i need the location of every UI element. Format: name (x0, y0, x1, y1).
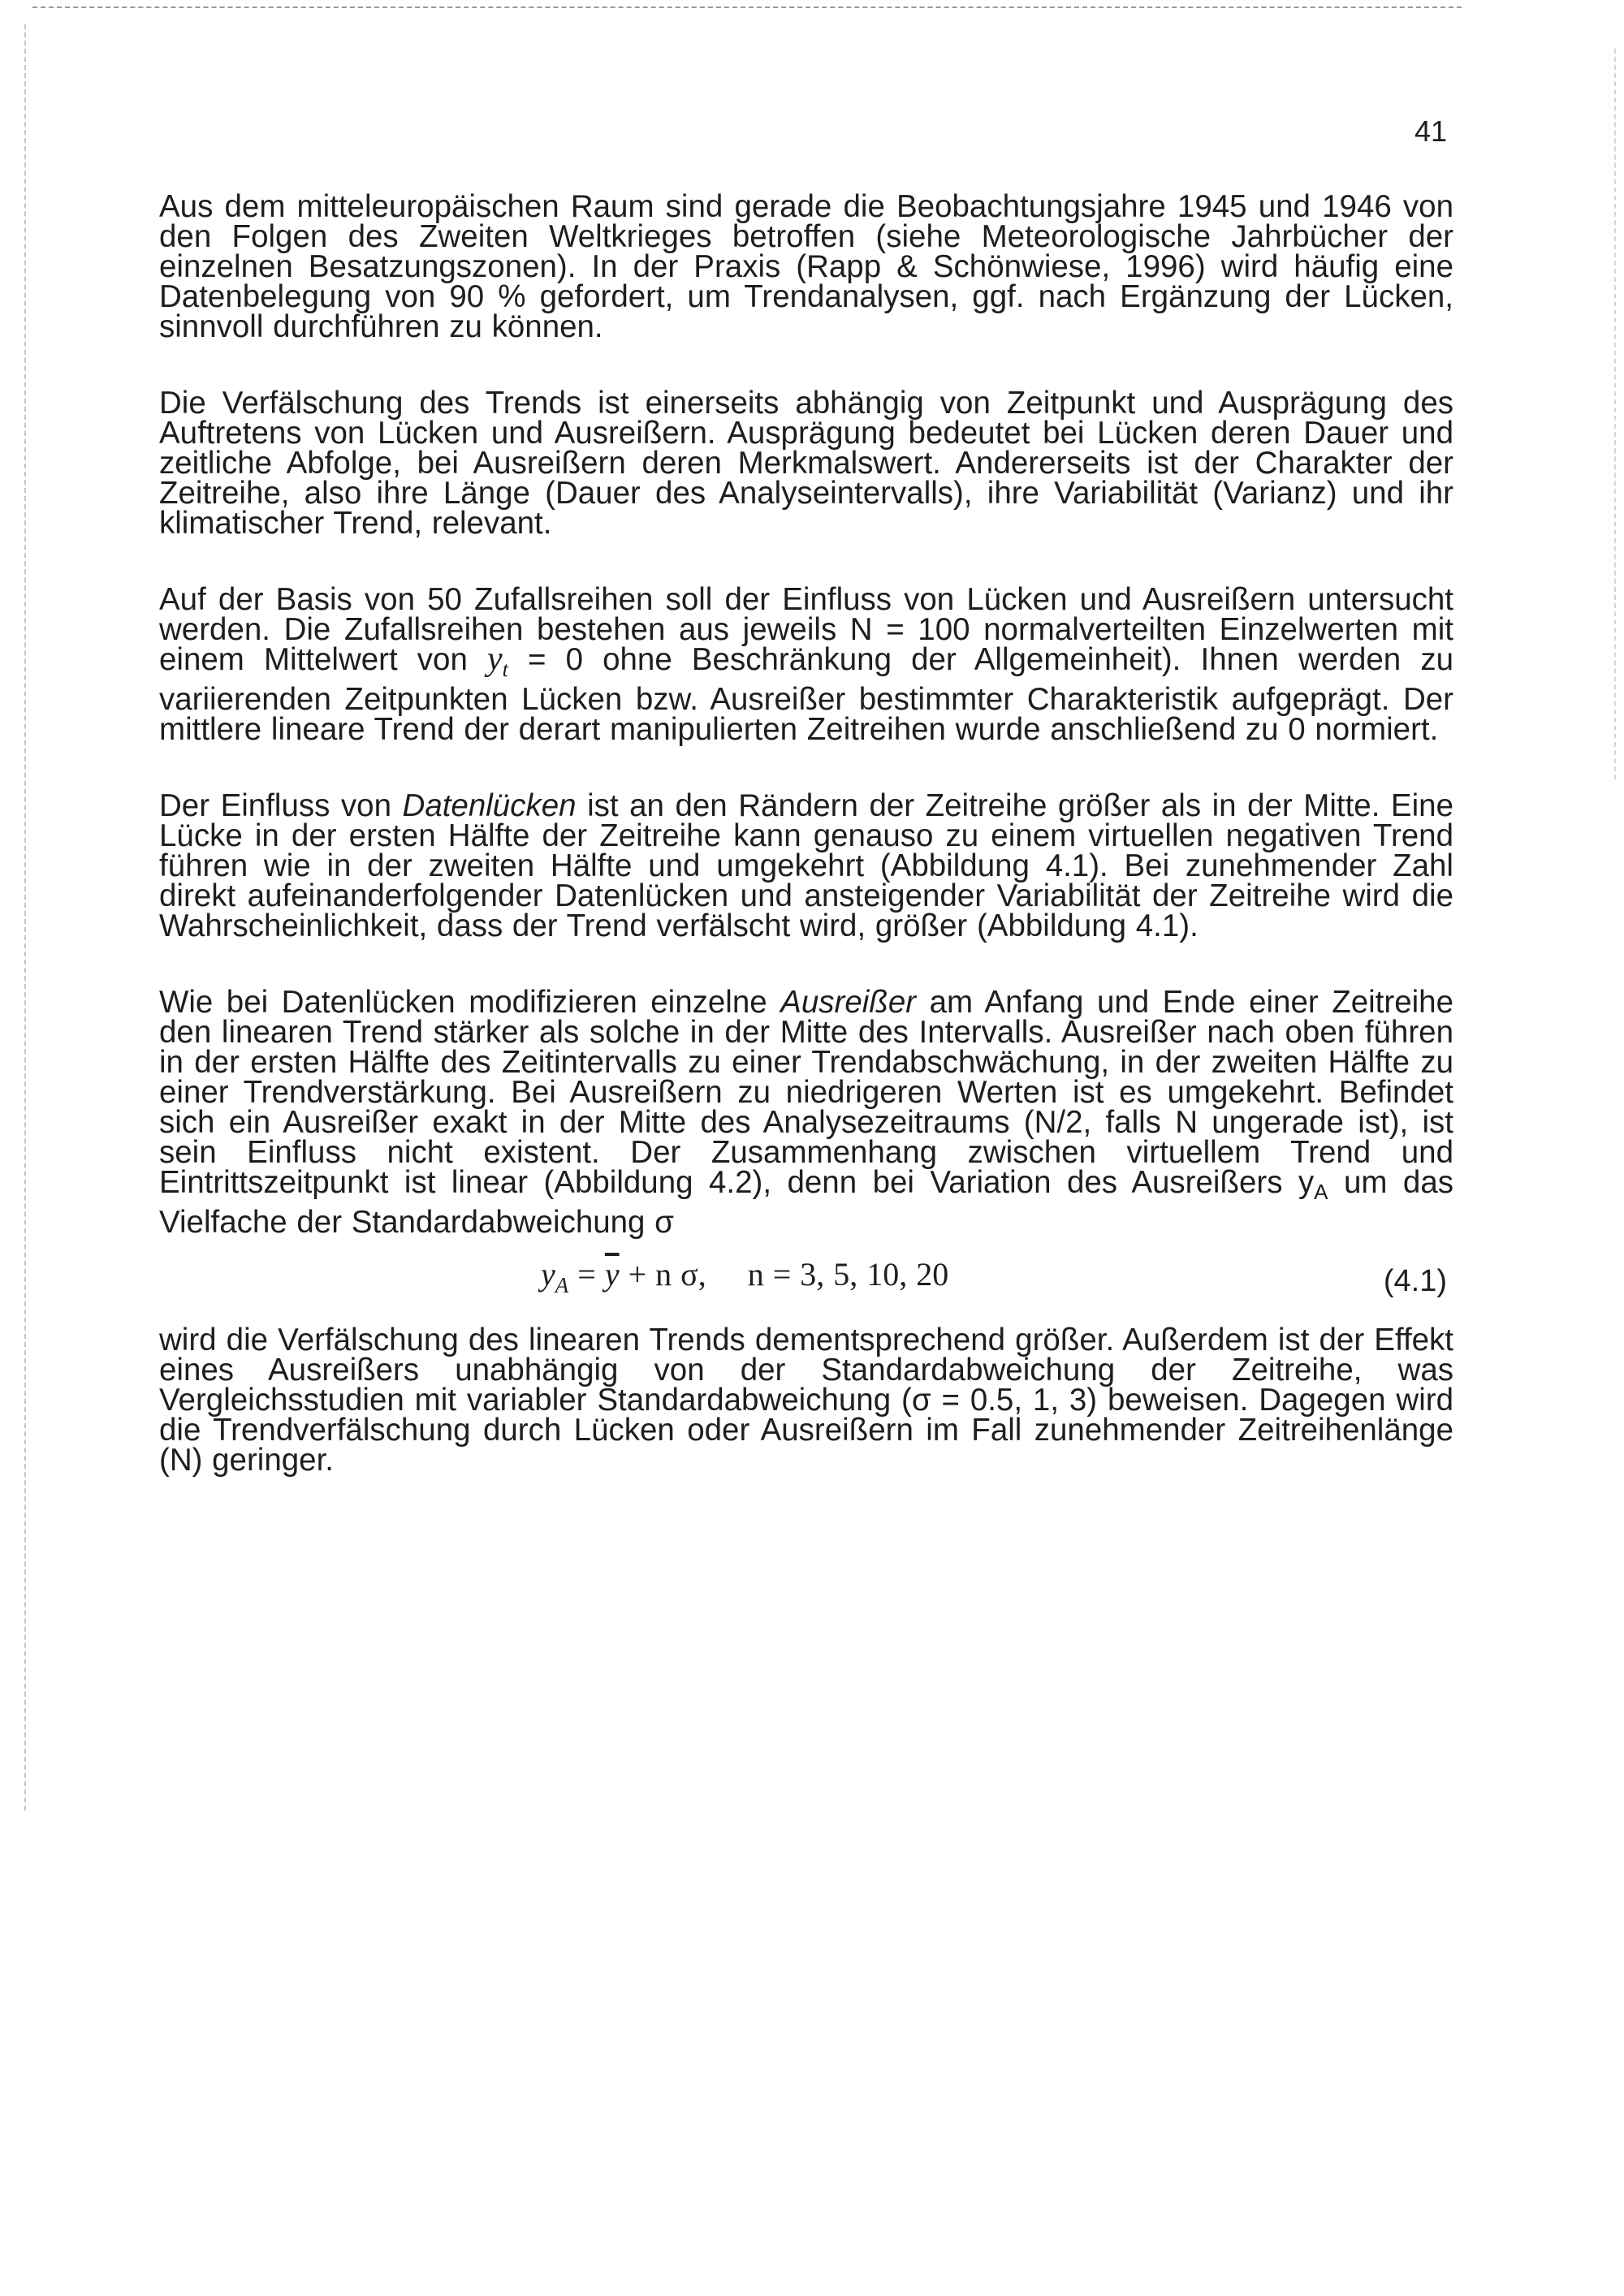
paragraph-2: Die Verfälschung des Trends ist einerseits abhängig von Zeitpunkt und Ausprägung des Auftretens von Lücken und Ausreißern. Ausprägung bedeutet bei Lücken deren Dauer und zeitliche Abfolge, bei Ausreißern deren Merkmalswert. Andererseits ist der Charakter der Zeitreihe, also ihre Länge (Dauer des Analyseintervalls), ihre Variabilität (Varianz) und ihr klimatischer Trend, relevant. (159, 386, 1453, 541)
mean-symbol (486, 641, 508, 681)
eq-equals: = (568, 1256, 605, 1293)
paragraph-6: wird die Verfälschung des linearen Trends dementsprechend größer. Außerdem ist der Effekt eines Ausreißers unabhängig von der Standardabweichung der Zeitreihe, was Vergleichsstudien mit variabler Standardabweichung (σ = 0.5, 1, 3) beweisen. Dagegen wird die Trendverfälschung durch Lücken oder Ausreißern im Fall zunehmender Zeitreihenlänge (N) geringer. (159, 1323, 1453, 1478)
equation-4-1 (159, 1245, 1453, 1310)
scan-edge-left (24, 24, 26, 1810)
eq-n-def: n = 3, 5, 10, 20 (747, 1256, 949, 1293)
eq-ybar: $\overline{y}$ (604, 1256, 620, 1293)
paragraph-4-emphasis: Datenlücken (402, 788, 577, 823)
scan-edge-top (32, 6, 1462, 8)
equation-body (541, 1257, 948, 1303)
eq-lhs-var: y (541, 1256, 555, 1293)
paragraph-4 (159, 788, 1453, 943)
paragraph-3 (159, 582, 1453, 747)
paragraph-1: Aus dem mitteleuropäischen Raum sind gerade die Beobachtungsjahre 1945 und 1946 von den Folgen des Zweiten Weltkrieges betroffen (siehe Meteorologische Jahrbücher der einzelnen Besatzungszonen). In der Praxis (Rapp & Schönwiese, 1996) wird häufig eine Datenbelegung von 90 % gefordert, um Trendanalysen, ggf. nach Ergänzung der Lücken, sinnvoll durchführen zu können. (159, 189, 1453, 344)
paragraph-5-emphasis: Ausreißer (780, 985, 917, 1020)
paragraph-4-after: ist an den Rändern der Zeitreihe größer als in der Mitte. Eine Lücke in der ersten Hälfte der Zeitreihe kann genauso zu einem virtuellen negativen Trend führen wie in der zweiten Hälfte und umgekehrt (Abbildung 4.1). Bei zunehmender Zahl direkt aufeinanderfolgender Datenlücken und ansteigender Variabilität der Zeitreihe wird die Wahrscheinlichkeit, dass der Trend verfälscht wird, größer (Abbildung 4.1). (159, 788, 1453, 943)
paragraph-4-before: Der Einfluss von (159, 788, 391, 823)
paragraph-3-before: Auf der Basis von 50 Zufallsreihen soll der Einfluss von Lücken und Ausreißern untersucht werden. Die Zufallsreihen bestehen aus jeweils N = 100 normalverteilten Einzelwerten mit einem Mittelwert von (159, 582, 1453, 677)
eq-lhs-sub: A (555, 1273, 569, 1297)
scan-edge-right (1614, 49, 1616, 779)
equation-number: (4.1) (1383, 1264, 1447, 1298)
body-text (159, 189, 1453, 1478)
mean-symbol-sub: t (502, 658, 508, 681)
paragraph-5-after: am Anfang und Ende einer Zeitreihe den linearen Trend stärker als solche in der Mitte des Intervalls. Ausreißer nach oben führen in der ersten Hälfte des Zeitintervalls zu einer Trendabschwächung, in der zweiten Hälfte zu einer Trendverstärkung. Bei Ausreißern zu niedrigeren Werten ist es umgekehrt. Befindet sich ein Ausreißer exakt in der Mitte des Analysezeitraums (N/2, falls N ungerade ist), ist sein Einfluss nicht existent. Der Zusammenhang zwischen virtuellem Trend und Eintrittszeitpunkt ist linear (Abbildung 4.2), denn bei Variation des Ausreißers y (159, 985, 1453, 1200)
eq-plus-term: + n σ, (619, 1256, 715, 1293)
mean-symbol-var: y (486, 641, 503, 678)
paragraph-5-subscript: A (1314, 1180, 1328, 1204)
paragraph-3-after: ohne Beschränkung der Allgemeinheit). Ihnen werden zu variierenden Zeitpunkten Lücken bzw. Ausreißer bestimmter Charakteristik aufgeprägt. Der mittlere lineare Trend der derart manipulierten Zeitreihen wurde anschließend zu 0 normiert. (159, 642, 1453, 747)
mean-symbol-value: = 0 (508, 642, 583, 677)
paragraph-5-tail: um das Vielfache der Standardabweichung σ (159, 1165, 1453, 1240)
paragraph-5-before: Wie bei Datenlücken modifizieren einzelne (159, 985, 767, 1020)
paragraph-5 (159, 985, 1453, 1240)
page-number: 41 (1415, 114, 1448, 148)
